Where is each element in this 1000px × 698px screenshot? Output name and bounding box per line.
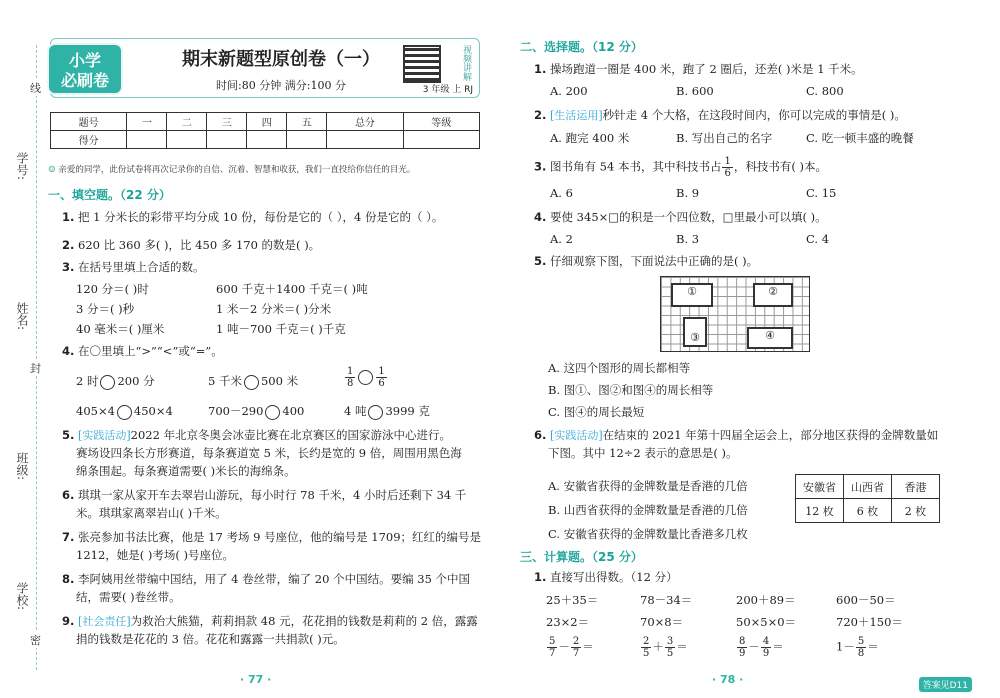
question-9 xyxy=(62,612,478,631)
q-number: 4. xyxy=(534,210,547,224)
table-row xyxy=(796,475,940,499)
option-a[interactable]: A. 2 xyxy=(550,232,573,246)
option-b[interactable]: B. 图①、图②和图④的周长相等 xyxy=(548,383,714,397)
option-c[interactable]: C. 15 xyxy=(806,186,837,200)
calc-fraction-item: $\frac{2}{5}$ ＋ $\frac{3}{5}$ ＝ xyxy=(643,636,688,659)
compare-right: 3999 克 xyxy=(385,404,430,418)
question-3 xyxy=(62,258,205,276)
exam-title: 期末新题型原创卷（一） xyxy=(182,49,380,70)
option-b[interactable]: B. 山西省获得的金牌数量是香港的几倍 xyxy=(548,503,748,517)
option-a[interactable]: A. 跑完 400 米 xyxy=(550,131,630,145)
q3-item: 120 分＝( )时 xyxy=(76,282,149,296)
fraction xyxy=(665,636,675,659)
q3-item: 1 米－2 分米＝( )分米 xyxy=(216,302,332,316)
table-cell: 2 枚 xyxy=(892,499,940,523)
table-cell: 一 xyxy=(127,113,167,131)
intro-message: 亲爱的同学，此份试卷将再次记录你的自信、沉着、智慧和收获，我们一直投给你信任的目光。 xyxy=(58,165,416,175)
q-text: 图书角有 54 本书，其中科技书占 xyxy=(550,159,722,174)
numerator: 1 xyxy=(724,156,731,167)
q-text-line: 绵条围起。每条赛道需要( )米长的海绵条。 xyxy=(76,464,296,478)
question-1 xyxy=(62,208,443,226)
denominator: 8 xyxy=(857,648,865,659)
table-cell: 五 xyxy=(287,113,327,131)
score-field[interactable] xyxy=(127,131,167,149)
denominator: 6 xyxy=(724,168,731,179)
q-text: 要使 345×□的积是一个四位数，□里最小可以填( )。 xyxy=(550,210,827,224)
q-text-line: 捐的钱数是花花的 3 倍。花花和露露一共捐款( )元。 xyxy=(76,632,345,646)
class-label: 班级: xyxy=(15,452,29,481)
fraction xyxy=(737,636,747,659)
q-text: 在括号里填上合适的数。 xyxy=(78,260,205,274)
grade-label: 3 年级 上 RJ xyxy=(422,85,473,95)
exam-header xyxy=(50,38,480,98)
fraction xyxy=(571,636,581,659)
compare-item xyxy=(76,372,155,390)
numerator: 4 xyxy=(762,636,770,647)
score-field[interactable] xyxy=(207,131,247,149)
compare-circle[interactable] xyxy=(117,405,132,420)
medal-table xyxy=(795,474,940,523)
calc-item: 78－34＝ xyxy=(640,593,693,607)
denominator: 6 xyxy=(378,378,385,389)
denominator: 8 xyxy=(347,378,354,389)
calc-item: 70×8＝ xyxy=(640,615,684,629)
binding-cut-mark: 密 xyxy=(30,634,41,647)
q-number: 2. xyxy=(534,108,547,122)
q-text: 2022 年北京冬奥会冰壶比赛在北京赛区的国家游泳中心进行。 xyxy=(130,428,452,442)
numerator: 5 xyxy=(857,636,865,647)
fraction xyxy=(641,636,651,659)
section-title-fill: 一、填空题。（22 分） xyxy=(48,188,171,202)
q-text-line: 米。琪琪家离翠岩山( )千米。 xyxy=(76,506,227,520)
table-cell: 二 xyxy=(167,113,207,131)
choice-1 xyxy=(534,60,863,78)
q-tag: [实践活动] xyxy=(550,429,603,442)
q-text: ，科技书有( )本。 xyxy=(733,159,827,174)
q-text-line: 1212，她是( )考场( )号座位。 xyxy=(76,548,235,562)
compare-item xyxy=(76,402,173,420)
shape-4: ④ xyxy=(747,327,793,349)
table-cell: 12 枚 xyxy=(796,499,844,523)
score-table xyxy=(50,112,480,149)
fraction xyxy=(856,636,866,659)
option-c[interactable]: C. 安徽省获得的金牌数量比香港多几枚 xyxy=(548,527,748,541)
operator: － xyxy=(558,639,570,654)
option-b[interactable]: B. 写出自己的名字 xyxy=(676,131,773,145)
compare-circle[interactable] xyxy=(368,405,383,420)
table-cell: 香港 xyxy=(892,475,940,499)
q-tag: [生活运用] xyxy=(550,109,603,122)
q3-item: 1 吨－700 千克＝( )千克 xyxy=(216,322,346,336)
compare-item xyxy=(208,402,304,420)
calc-item: 200＋89＝ xyxy=(736,593,796,607)
compare-left: 700－290 xyxy=(208,404,264,418)
option-b[interactable]: B. 600 xyxy=(676,84,714,98)
q-number: 5. xyxy=(534,254,547,268)
binding-line-mark: 线 xyxy=(30,82,41,95)
table-cell: 得分 xyxy=(51,131,127,149)
student-number-label: 学号: xyxy=(15,152,29,181)
shape-1: ① xyxy=(671,283,713,307)
q-text: 张亮参加书法比赛，他是 17 考场 9 号座位，他的编号是 1709；红红的编号是 xyxy=(78,530,482,544)
binding-dashed-line xyxy=(36,45,37,670)
table-cell: 题号 xyxy=(51,113,127,131)
option-a[interactable]: A. 6 xyxy=(550,186,573,200)
table-row xyxy=(796,499,940,523)
calc-item: 25＋35＝ xyxy=(546,593,599,607)
score-field[interactable] xyxy=(327,131,403,149)
question-4 xyxy=(62,342,223,360)
numerator: 3 xyxy=(666,636,674,647)
option-c[interactable]: C. 图④的周长最短 xyxy=(548,405,645,419)
calc-item: 600－50＝ xyxy=(836,593,896,607)
q-text: 秒针走 4 个大格，在这段时间内，你可以完成的事情是( )。 xyxy=(602,108,906,122)
q-number: 9. xyxy=(62,614,75,628)
q-number: 8. xyxy=(62,572,75,586)
operator: － xyxy=(748,639,760,654)
compare-left: 5 千米 xyxy=(208,374,242,388)
q-text: 为救治大熊猫，莉莉捐款 48 元，花花捐的钱数是莉莉的 2 倍，露露 xyxy=(130,614,478,628)
compare-right: 400 xyxy=(282,404,305,418)
compare-right: 200 分 xyxy=(117,374,155,388)
table-cell: 四 xyxy=(247,113,287,131)
choice-2 xyxy=(534,106,906,125)
page-number: · 78 · xyxy=(712,673,744,686)
qr-code-icon xyxy=(403,45,441,83)
numerator: 1 xyxy=(378,366,385,377)
calc-fraction-item: $\frac{5}{7}$ － $\frac{2}{7}$ ＝ xyxy=(549,636,594,659)
denominator: 5 xyxy=(643,648,650,659)
brand-logo: 小学 必刷卷 xyxy=(47,43,123,95)
table-cell: 山西省 xyxy=(844,475,892,499)
score-field[interactable] xyxy=(287,131,327,149)
q-text: 操场跑道一圈是 400 米，跑了 2 圈后，还差( )米是 1 千米。 xyxy=(550,62,863,76)
q-text-line: 赛场设四条长方形赛道，每条赛道宽 5 米，长约是宽的 9 倍，周围用黑色海 xyxy=(76,446,462,460)
numerator: 5 xyxy=(549,636,556,647)
table-row xyxy=(51,131,480,149)
option-a[interactable]: A. 安徽省获得的金牌数量是香港的几倍 xyxy=(548,479,748,493)
option-b[interactable]: B. 9 xyxy=(676,186,700,200)
question-7 xyxy=(62,528,481,546)
compare-item xyxy=(208,372,298,390)
shape-3: ③ xyxy=(683,317,707,347)
q-text: 在〇里填上“>”“<”或“=”。 xyxy=(78,344,223,358)
q-text: 琪琪一家从家开车去翠岩山游玩，每小时行 78 千米，4 小时后还剩下 34 千 xyxy=(78,488,467,502)
page-number: · 77 · xyxy=(240,673,272,686)
table-cell: 总分 xyxy=(327,113,403,131)
option-c[interactable]: C. 4 xyxy=(806,232,830,246)
q-number: 7. xyxy=(62,530,75,544)
intro-text xyxy=(48,163,415,175)
score-field[interactable] xyxy=(167,131,207,149)
exam-time-score: 时间:80 分钟 满分:100 分 xyxy=(216,79,346,92)
shape-grid-figure xyxy=(660,276,810,352)
score-field[interactable] xyxy=(403,131,479,149)
answer-reference-badge: 答案见D11 xyxy=(919,677,972,692)
choice-3 xyxy=(534,156,827,179)
q-number: 6. xyxy=(534,428,547,442)
fraction xyxy=(547,636,557,659)
compare-circle[interactable] xyxy=(265,405,280,420)
q3-item: 3 分＝( )秒 xyxy=(76,302,135,316)
q-text: 李阿姨用丝带编中国结，用了 4 卷丝带，编了 20 个中国结。要编 35 个中国 xyxy=(78,572,471,586)
q-text: 仔细观察下图，下面说法中正确的是( )。 xyxy=(550,254,759,268)
option-c[interactable]: C. 吃一顿丰盛的晚餐 xyxy=(806,131,914,145)
compare-circle[interactable] xyxy=(100,375,115,390)
compare-left: 405×4 xyxy=(76,404,115,418)
option-b[interactable]: B. 3 xyxy=(676,232,700,246)
compare-right: 500 米 xyxy=(260,374,299,388)
q-number: 4. xyxy=(62,344,75,358)
table-cell: 三 xyxy=(207,113,247,131)
score-field[interactable] xyxy=(247,131,287,149)
q-number: 1. xyxy=(534,570,547,584)
denominator: 9 xyxy=(739,648,746,659)
q-text: 把 1 分米长的彩带平均分成 10 份，每份是它的（ ），4 份是它的（ ）。 xyxy=(78,210,444,224)
q-text-line: 结，需要( )卷丝带。 xyxy=(76,590,181,604)
option-c[interactable]: C. 800 xyxy=(806,84,844,98)
q-number: 2. xyxy=(62,238,75,252)
numerator: 8 xyxy=(739,636,746,647)
operator: ＋ xyxy=(652,639,664,654)
question-6 xyxy=(62,486,466,504)
q-number: 3. xyxy=(62,260,75,274)
fraction xyxy=(761,636,771,659)
calc-item: 50×5×0＝ xyxy=(736,615,797,629)
compare-circle[interactable] xyxy=(358,370,373,385)
numerator: 1 xyxy=(347,366,354,377)
denominator: 5 xyxy=(666,648,674,659)
section-title-calc: 三、计算题。（25 分） xyxy=(520,550,643,564)
question-8 xyxy=(62,570,470,588)
q-number: 3. xyxy=(534,159,547,174)
calc-item: 720＋150＝ xyxy=(836,615,903,629)
q-number: 5. xyxy=(62,428,75,442)
smile-icon: ☺ xyxy=(48,165,56,175)
calc-question-1 xyxy=(534,568,678,586)
calc-fraction-item: $\frac{8}{9}$ － $\frac{4}{9}$ ＝ xyxy=(739,636,784,659)
table-cell: 等级 xyxy=(403,113,479,131)
compare-item xyxy=(344,366,388,389)
shape-2: ② xyxy=(753,283,793,307)
table-cell: 安徽省 xyxy=(796,475,844,499)
q-text: 直接写出得数。（12 分） xyxy=(550,570,678,584)
table-cell: 6 枚 xyxy=(844,499,892,523)
denominator: 7 xyxy=(572,648,580,659)
student-name-label: 姓名: xyxy=(15,302,29,331)
q3-item: 40 毫米＝( )厘米 xyxy=(76,322,165,336)
calc-item: 23×2＝ xyxy=(546,615,590,629)
fraction xyxy=(376,366,386,389)
compare-left: 2 时 xyxy=(76,374,99,388)
denominator: 9 xyxy=(762,648,770,659)
q-text-line: 下图。其中 12÷2 表示的意思是( )。 xyxy=(548,446,738,460)
binding-margin xyxy=(6,20,54,690)
option-a[interactable]: A. 这四个图形的周长都相等 xyxy=(548,361,691,375)
qr-caption: 视频讲解 xyxy=(461,45,471,81)
fraction xyxy=(345,366,355,389)
binding-seal-mark: 封 xyxy=(30,362,41,375)
q-text: 620 比 360 多( )，比 450 多 170 的数是( )。 xyxy=(78,238,321,252)
q3-item: 600 千克＋1400 千克＝( )吨 xyxy=(216,282,368,296)
option-a[interactable]: A. 200 xyxy=(550,84,588,98)
q-text: 在结束的 2021 年第十四届全运会上，部分地区获得的金牌数量如 xyxy=(602,428,939,442)
calc-prefix: 1－ xyxy=(836,639,855,654)
compare-left: 4 吨 xyxy=(344,404,367,418)
q-number: 6. xyxy=(62,488,75,502)
table-row xyxy=(51,113,480,131)
q-number: 1. xyxy=(62,210,75,224)
numerator: 2 xyxy=(572,636,580,647)
calc-fraction-item: 1－ $\frac{5}{8}$ ＝ xyxy=(836,636,879,659)
q-tag: [社会责任] xyxy=(78,615,131,628)
compare-item xyxy=(344,402,430,420)
section-title-choice: 二、选择题。（12 分） xyxy=(520,40,643,54)
numerator: 2 xyxy=(643,636,650,647)
choice-6 xyxy=(534,426,938,445)
fraction xyxy=(722,156,732,179)
choice-4 xyxy=(534,208,827,226)
q-tag: [实践活动] xyxy=(78,429,131,442)
school-label: 学校: xyxy=(15,582,29,611)
question-5 xyxy=(62,426,451,445)
question-2 xyxy=(62,236,320,254)
q-number: 1. xyxy=(534,62,547,76)
compare-circle[interactable] xyxy=(244,375,259,390)
compare-right: 450×4 xyxy=(133,404,173,418)
denominator: 7 xyxy=(549,648,556,659)
choice-5 xyxy=(534,252,758,270)
